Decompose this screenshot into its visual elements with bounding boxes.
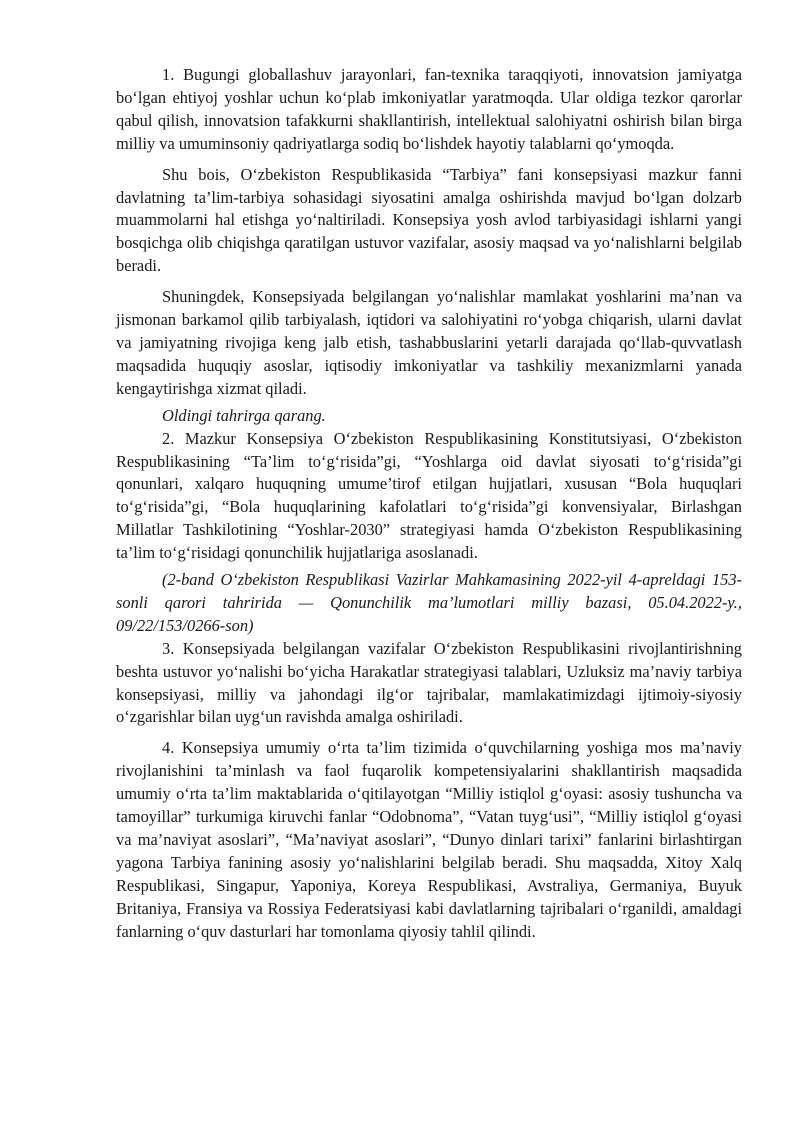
paragraph-1: 1. Bugungi globallashuv jarayonlari, fan-texnika taraqqiyoti, innovatsion jamiyatga bo‘lgan ehtiyoj yoshlar uchun ko‘plab imkoniyatlar yaratmoqda. Ular oldiga tezkor qarorlar qabul qilish, innovatsion tafakkurni shakllantirish, intellektual salohiyatni oshirish bilan birga milliy va umuminsoniy qadriyatlarga sodiq bo‘lishdek hayotiy talablarni qo‘ymoqda. xyxy=(116,65,742,153)
paragraph-3: 3. Konsepsiyada belgilangan vazifalar O‘zbekiston Respublikasini rivojlantirishning beshta ustuvor yo‘nalishi bo‘yicha Harakatlar strategiyasi talablari, Uzluksiz ma’naviy tarbiya konsepsiyasi, milliy va jahondagi ilg‘or tajribalar, mamlakatimizdagi ijtimoiy-siyosiy o‘zgarishlar bilan uyg‘un ravishda amalga oshiriladi. xyxy=(116,638,742,727)
amendment-note: (2-band O‘zbekiston Respublikasi Vazirlar Mahkamasining 2022-yil 4-apreldagi 153-sonli qarori tahririda — Qonunchilik ma’lumotlari milliy bazasi, 05.04.2022-y., 09/22/153/0266-son) xyxy=(116,570,742,635)
paragraph-1-final: Shuningdek, Konsepsiyada belgilangan yo‘nalishlar mamlakat yoshlarini ma’nan va jismonan barkamol qilib tarbiyalash, iqtidori va salohiyatini ro‘yobga chiqarish, ularni davlat va jamiyatning rivojiga keng jalb etish, tashabbuslarini yetarli darajada qo‘llab-quvvatlash maqsadida huquqiy asoslar, iqtisodiy imkoniyatlar va tashkiliy mexanizmlarni yanada kengaytirishga xizmat qiladi. xyxy=(116,287,742,398)
document-body xyxy=(116,64,742,944)
previous-edition-link[interactable]: Oldingi tahrirga qarang. xyxy=(162,405,326,425)
paragraph-4: 4. Konsepsiya umumiy o‘rta ta’lim tizimida o‘quvchilarning yoshiga mos ma’naviy rivojlanishini ta’minlash va faol fuqarolik kompetensiyalarini shakllantirish maqsadida umumiy o‘rta ta’lim maktablarida o‘qitilayotgan “Milliy istiqlol g‘oyasi: asosiy tushuncha va tamoyillar” turkumiga kiruvchi fanlar “Odobnoma”, “Vatan tuyg‘usi”, “Milliy istiqlol g‘oyasi va ma’naviyat asoslari”, “Ma’naviyat asoslari”, “Dunyo dinlari tarixi” fanlarini birlashtirgan yagona Tarbiya fanining asosiy yo‘nalishlarini belgilab beradi. Shu maqsadda, Xitoy Xalq Respublikasi, Singapur, Yaponiya, Koreya Respublikasi, Avstraliya, Germaniya, Buyuk Britaniya, Fransiya va Rossiya Federatsiyasi kabi davlatlarning tajribalari o‘rganildi, amaldagi fanlarning o‘quv dasturlari har tomonlama qiyosiy tahlil qilindi. xyxy=(116,738,742,941)
paragraph-1-continued: Shu bois, O‘zbekiston Respublikasida “Tarbiya” fani konsepsiyasi mazkur fanni davlatning ta’lim-tarbiya sohasidagi siyosatini amalga oshirishda mavjud bo‘lgan dolzarb muammolarni hal etishga yo‘naltiriladi. Konsepsiya yosh avlod tarbiyasidagi ishlarni yangi bosqichga olib chiqishga qaratilgan ustuvor vazifalar, asosiy maqsad va yo‘nalishlarni belgilab beradi. xyxy=(116,164,742,276)
paragraph-2: 2. Mazkur Konsepsiya O‘zbekiston Respublikasining Konstitutsiyasi, O‘zbekiston Respublikasining “Ta’lim to‘g‘risida”gi, “Yoshlarga oid davlat siyosati to‘g‘risida”gi qonunlari, xalqaro huquqning umume’tirof etilgan hujjatlari, xususan “Bola huquqlari to‘g‘risida”gi, “Bola huquqlarining kafolatlari to‘g‘risida”gi konvensiyalar, Birlashgan Millatlar Tashkilotining “Yoshlar-2030” strategiyasi hamda O‘zbekiston Respublikasining ta’lim to‘g‘risidagi qonunchilik hujjatlariga asoslanadi. xyxy=(116,428,742,563)
